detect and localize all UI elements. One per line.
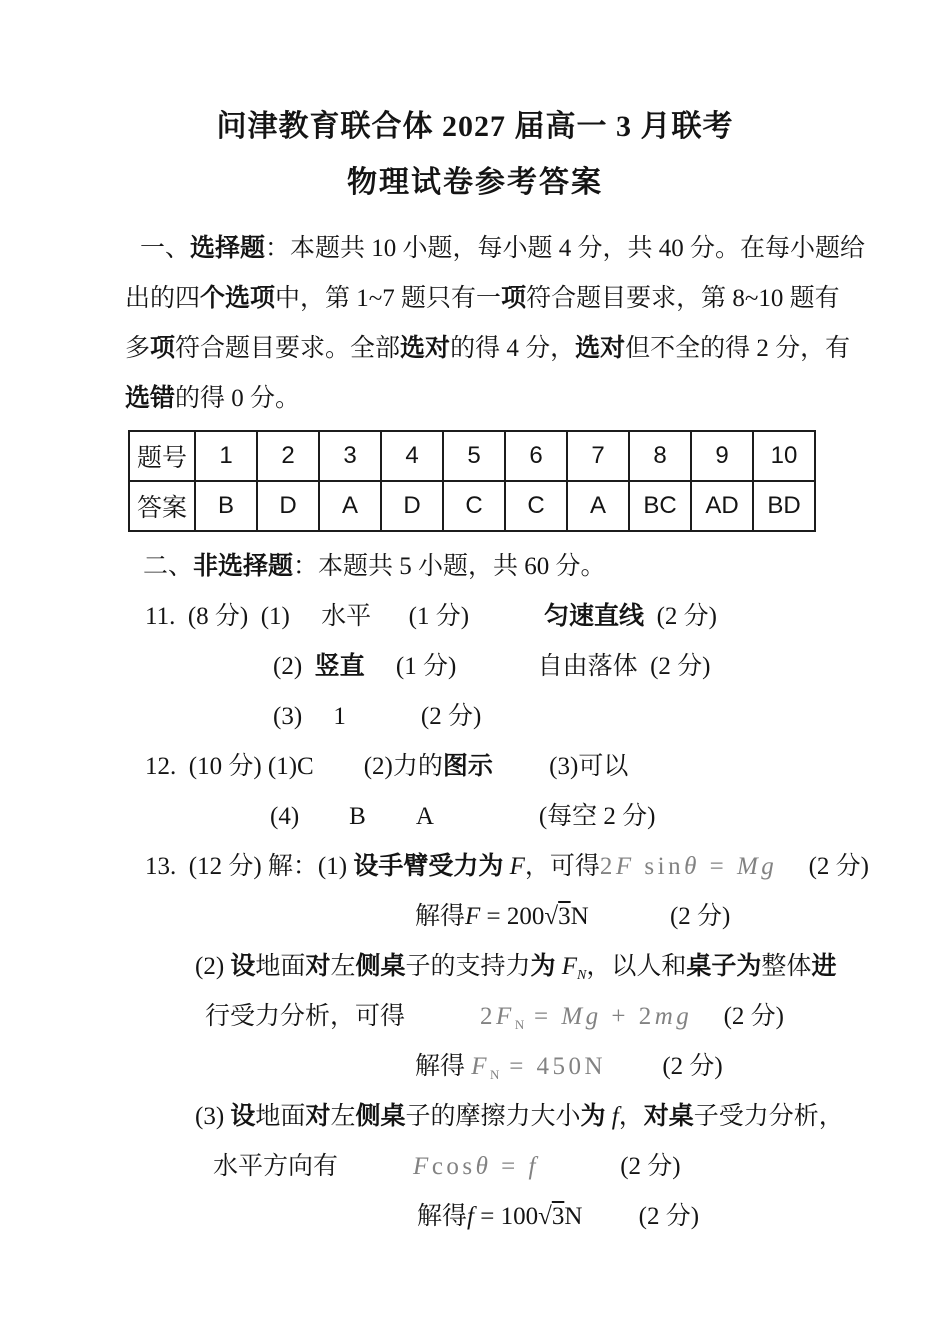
document-subtitle: 物理试卷参考答案: [347, 166, 603, 199]
text-run: (2 分): [692, 1003, 784, 1030]
text-run: (3): [273, 703, 334, 730]
text-run-b: 侧桌: [355, 953, 406, 980]
table-cell: A: [567, 481, 629, 531]
text-run: 左: [330, 953, 356, 980]
text-run: B: [349, 803, 366, 830]
section1-choice-instructions: [125, 224, 910, 424]
text-run-m: √: [544, 903, 559, 930]
text-run: (1 分): [371, 603, 545, 630]
row-header-cell: 题号: [129, 431, 195, 481]
text-run: 地面: [255, 953, 306, 980]
text-run: ，: [618, 1103, 644, 1130]
text-run-b: 设: [230, 1103, 256, 1130]
text-line: [205, 992, 910, 1042]
question-number-row: [129, 431, 815, 481]
text-line: [273, 642, 910, 692]
table-cell: 9: [691, 431, 753, 481]
text-run: 11. (8 分) (1): [145, 603, 322, 630]
text-run-b: 图示: [442, 753, 493, 780]
text-run: 的得 0 分。: [175, 385, 301, 412]
text-run: [366, 803, 416, 830]
text-run: [493, 753, 549, 780]
text-run-b: 侧桌: [355, 1103, 406, 1130]
table-cell: C: [505, 481, 567, 531]
table-cell: D: [257, 481, 319, 531]
table-cell: BD: [753, 481, 815, 531]
table-cell: 1: [195, 431, 257, 481]
text-run-b: 进: [811, 953, 837, 980]
text-run-g: sin: [634, 853, 685, 880]
text-run: 一、: [140, 235, 191, 262]
text-run: A: [415, 803, 433, 830]
text-line: [140, 224, 910, 274]
section2-answers: [125, 542, 910, 1242]
table-cell: 2: [257, 431, 319, 481]
text-run: 子的摩擦力大小: [405, 1103, 581, 1130]
text-run-b: 个选项: [200, 285, 276, 312]
text-run-mi: F: [465, 903, 481, 930]
text-line: [145, 842, 910, 892]
text-run-b: 匀速直线: [544, 603, 645, 630]
table-cell: C: [443, 481, 505, 531]
text-run-gi: F: [471, 1053, 491, 1080]
text-run-g: + 2: [601, 1003, 655, 1030]
text-run: 行受力分析，可得: [205, 1003, 406, 1030]
text-line: [417, 1192, 910, 1242]
text-run-mi: f: [611, 1103, 619, 1130]
table-cell: AD: [691, 481, 753, 531]
row-header-cell: 答案: [129, 481, 195, 531]
text-line: [415, 1042, 910, 1092]
text-run-b: 竖直: [314, 653, 365, 680]
text-run: (2 分): [345, 703, 482, 730]
text-run: 13. (12 分) 解：(1): [145, 853, 354, 880]
text-run: 解得: [415, 903, 466, 930]
text-run: 水平方向有: [213, 1153, 339, 1180]
text-run-b: 对: [305, 1103, 331, 1130]
text-line: [145, 592, 910, 642]
text-run-mi: F: [561, 953, 578, 980]
text-run-b: 桌子为: [686, 953, 762, 980]
text-run: [338, 1153, 413, 1180]
table-cell: D: [381, 481, 443, 531]
table-cell: 4: [381, 431, 443, 481]
text-run-gi: F: [496, 1003, 515, 1030]
answer-row: [129, 481, 815, 531]
text-run: (2 分): [637, 653, 711, 680]
text-run-g: 2: [480, 1003, 497, 1030]
text-run-m: √: [538, 1203, 552, 1230]
text-run-gi: Mg: [736, 853, 778, 880]
text-run-g: =: [491, 1153, 529, 1180]
text-run-b: 为: [530, 953, 556, 980]
table-cell: BC: [629, 481, 691, 531]
text-run-b: 设: [230, 953, 256, 980]
text-line: [270, 792, 910, 842]
text-run-b: 项: [150, 335, 176, 362]
text-line: [273, 692, 910, 742]
table-cell: 5: [443, 431, 505, 481]
text-run-gi: mg: [654, 1003, 693, 1030]
text-run: 解得: [417, 1203, 468, 1230]
text-run: 12. (10 分) (1)C: [145, 753, 364, 780]
text-line: [415, 892, 910, 942]
text-run-gi: F: [413, 1153, 432, 1180]
text-run-gi: f: [528, 1153, 539, 1180]
text-run: 子受力分析，: [693, 1103, 844, 1130]
text-run: 符合题目要求。全部: [175, 335, 401, 362]
text-run-b: 非选择题: [193, 553, 294, 580]
text-run-g: 2: [599, 853, 616, 880]
text-run: (4): [270, 803, 350, 830]
text-run-gi: F: [615, 853, 635, 880]
text-run-mi: F: [509, 853, 525, 880]
text-run-b: 选错: [125, 385, 176, 412]
text-run: N: [564, 1203, 583, 1230]
table-cell: A: [319, 481, 381, 531]
text-run-b: 对: [305, 953, 331, 980]
text-line: [213, 1142, 910, 1192]
table-cell: 8: [629, 431, 691, 481]
text-run-ovl: 3: [558, 903, 571, 930]
text-run: 整体: [761, 953, 812, 980]
text-run-b: 选对: [400, 335, 451, 362]
text-run: N: [570, 903, 589, 930]
text-run: 出的四: [125, 285, 201, 312]
text-run-gsub: N: [514, 1017, 525, 1032]
text-run: (3)可以: [549, 753, 629, 780]
text-run-b: 选对: [575, 335, 626, 362]
text-run-ovl: 3: [551, 1203, 565, 1230]
text-run: 解得: [415, 1053, 472, 1080]
text-run-gi: θ: [684, 853, 700, 880]
text-run-gi: θ: [475, 1153, 492, 1180]
text-run: 地面: [255, 1103, 306, 1130]
text-run: ，以人和: [586, 953, 687, 980]
text-line: [145, 742, 910, 792]
table-cell: 7: [567, 431, 629, 481]
text-run: ：本题共 10 小题，每小题 4 分，共 40 分。在每小题给: [265, 235, 866, 262]
text-line: [125, 324, 910, 374]
text-run-g: cos: [431, 1153, 476, 1180]
text-run-b: 对桌: [643, 1103, 694, 1130]
text-run-g: =: [699, 853, 737, 880]
answer-table: [128, 430, 816, 532]
text-line: [143, 542, 910, 592]
text-run: (2 分): [582, 1203, 700, 1230]
text-run: 左: [330, 1103, 356, 1130]
table-cell: 3: [319, 431, 381, 481]
text-run: [405, 1003, 480, 1030]
text-run: 多: [125, 335, 151, 362]
text-line: [125, 274, 910, 324]
text-run: (每空 2 分): [538, 803, 656, 830]
text-run-b: 设手臂受力为: [353, 853, 504, 880]
text-run: ：本题共 5 小题，共 60 分。: [293, 553, 606, 580]
text-line: [125, 374, 910, 424]
text-run: [433, 803, 539, 830]
text-run: (3): [195, 1103, 231, 1130]
text-run: 符合题目要求，第 8~10 题有: [526, 285, 840, 312]
table-cell: 10: [753, 431, 815, 481]
text-run-mi: f: [467, 1203, 474, 1230]
text-run-msub: N: [577, 968, 587, 983]
table-cell: B: [195, 481, 257, 531]
text-run: 但不全的得 2 分，有: [625, 335, 851, 362]
text-run: (2): [273, 653, 315, 680]
text-run-b: 项: [501, 285, 527, 312]
text-run: (2 分): [538, 1153, 681, 1180]
text-run-g: = 450N: [499, 1053, 607, 1080]
text-line: [195, 1092, 910, 1142]
text-run: (2): [195, 953, 231, 980]
document-content: [0, 210, 950, 1242]
text-run: 自由落体: [537, 653, 638, 680]
text-run: (2 分): [588, 903, 731, 930]
text-run: = 200: [480, 903, 545, 930]
text-run: (2 分): [777, 853, 869, 880]
text-run: = 100: [473, 1203, 539, 1230]
text-run-gsub: N: [490, 1067, 500, 1082]
document-title: 问津教育联合体 2027 届高一 3 月联考: [216, 110, 734, 143]
text-run: 水平: [321, 603, 372, 630]
text-run-b: 选择题: [190, 235, 266, 262]
text-run: (2 分): [644, 603, 717, 630]
text-run: 中，第 1~7 题只有一: [275, 285, 502, 312]
text-run-g: =: [524, 1003, 562, 1030]
text-run-gi: Mg: [561, 1003, 602, 1030]
text-run: ，可得: [524, 853, 600, 880]
text-run-b: 为: [580, 1103, 606, 1130]
text-run: 子的支持力: [405, 953, 531, 980]
text-run: 的得 4 分，: [450, 335, 576, 362]
text-line: [195, 942, 910, 992]
document-heading: [0, 0, 950, 210]
table-cell: 6: [505, 431, 567, 481]
text-run: (2)力的: [363, 753, 443, 780]
text-run: 二、: [143, 553, 194, 580]
text-run: 1: [333, 703, 346, 730]
text-run: (2 分): [606, 1053, 723, 1080]
text-run: (1 分): [364, 653, 538, 680]
